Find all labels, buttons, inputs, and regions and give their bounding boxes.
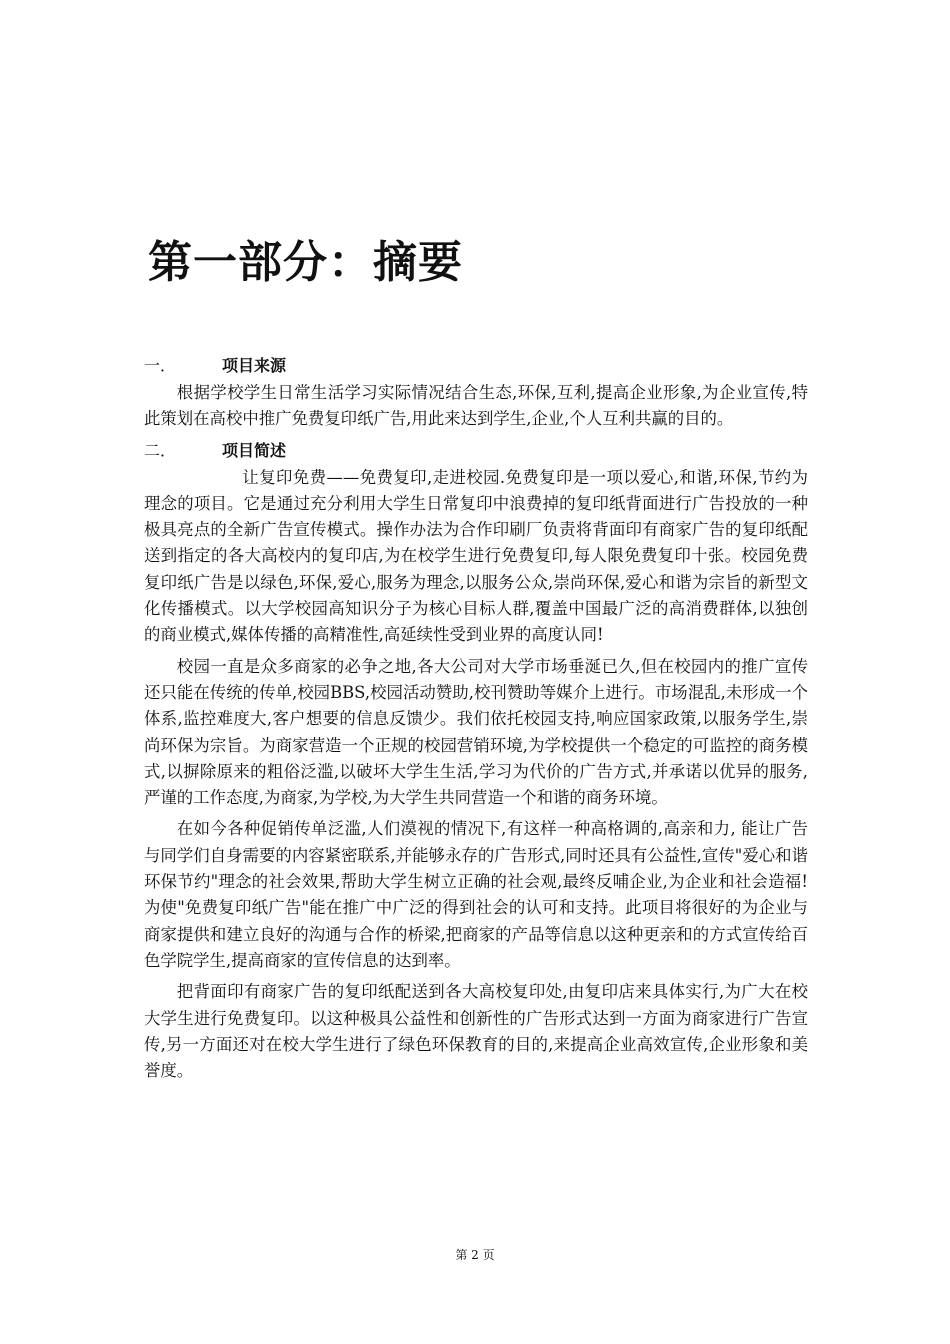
page-title: 第一部分：摘要 [148,237,463,288]
paragraph: 在如今各种促销传单泛滥,人们漠视的情况下,有这样一种高格调的,高亲和力, 能让广告与同学们自身需要的内容紧密联系,并能够永存的广告形式,同时还具有公益性,宣传"爱心和谐环保节约"理念的社会效果,帮助大学生树立正确的社会观,最终反哺企业,为企业和社会造福!为使"免费复印纸广告"能在推广中广泛的得到社会的认可和支持。此项目将很好的为企业与商家提供和建立良好的沟通与合作的桥梁,把商家的产品等信息以这种更亲和的方式宣传给百色学院学生,提高商家的宣传信息的达到率。 [144,819,808,970]
section-title: 项目来源 [222,356,287,375]
paragraph: 校园一直是众多商家的必争之地,各大公司对大学市场垂涎已久,但在校园内的推广宣传还只能在传统的传单,校园BBS,校园活动赞助,校刊赞助等媒介上进行。市场混乱,未形成一个体系,监控难度大,客户想要的信息反馈少。我们依托校园支持,响应国家政策,以服务学生,崇尚环保为宗旨。为商家营造一个正规的校园营销环境,为学校提供一个稳定的可监控的商务模式,以摒除原来的粗俗泛滥,以破坏大学生生活,学习为代价的广告方式,并承诺以优异的服务,严谨的工作态度,为商家,为学校,为大学生共同营造一个和谐的商务环境。 [144,656,808,808]
document-body [144,352,808,1084]
paragraph: 把背面印有商家广告的复印纸配送到各大高校复印处,由复印店来具体实行,为广大在校大学生进行免费复印。以这种极具公益性和创新性的广告形式达到一方面为商家进行广告宣传,另一方面还对在校大学生进行了绿色环保教育的目的,来提高企业高效宣传,企业形象和美誉度。 [144,982,808,1081]
section-heading-overview [144,437,808,465]
section-number: 二． [144,440,177,460]
section-number: 一． [144,356,177,375]
page-number: 第 2 页 [455,1248,495,1262]
paragraph: 根据学校学生日常生活学习实际情况结合生态,环保,互利,提高企业形象,为企业宣传,特此策划在高校中推广免费复印纸广告,用此来达到学生,企业,个人互利共赢的目的。 [144,383,808,429]
section-heading-source [144,352,808,380]
paragraph: 让复印免费——免费复印,走进校园.免费复印是一项以爱心,和谐,环保,节约为理念的项目。它是通过充分利用大学生日常复印中浪费掉的复印纸背面进行广告投放的一种极具亮点的全新广告宣传模式。操作办法为合作印刷厂负责将背面印有商家广告的复印纸配送到指定的各大高校内的复印店,为在校学生进行免费复印,每人限免费复印十张。校园免费复印纸广告是以绿色,环保,爱心,服务为理念,以服务公众,崇尚环保,爱心和谐为宗旨的新型文化传播模式。以大学校园高知识分子为核心目标人群,覆盖中国最广泛的高消费群体,以独创的商业模式,媒体传播的高精准性,高延续性受到业界的高度认同! [144,467,808,645]
section-title: 项目简述 [222,440,287,460]
